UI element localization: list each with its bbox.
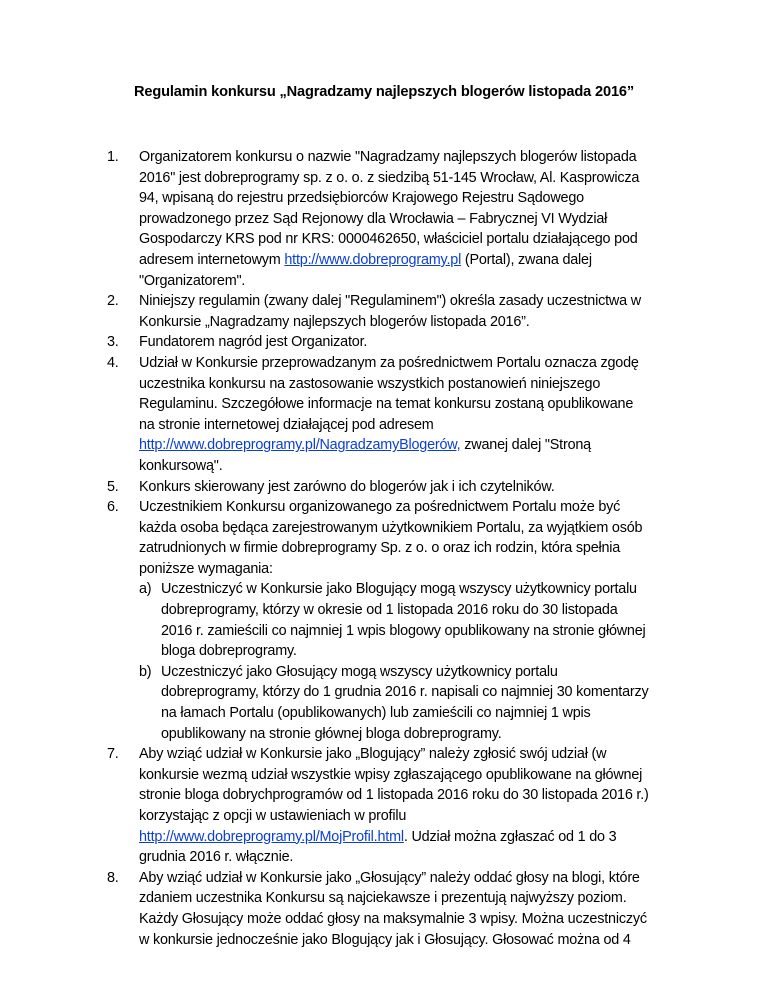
item-text: . Udział można zgłaszać od 1 do 3 grudnia 2016 r. włącznie. [139, 828, 617, 866]
item-text: Aby wziąć udział w Konkursie jako „Głosujący” należy oddać głosy na blogi, które zdaniem uczestnika Konkursu są najciekawsze i prezentują najwyższy poziom. Każdy Głosujący może oddać głosy na maksymalnie 3 wpisy. Można uczestniczyć w konkursie jednocześnie jako Blogujący jak i Głosujący. Głosować można od 4 [139, 869, 647, 948]
sublist-item [139, 662, 649, 744]
list-item [107, 744, 649, 868]
sublist-item [139, 579, 649, 661]
item-text: zwanej dalej "Stroną konkursową". [139, 437, 591, 474]
item-number: 8. [107, 869, 119, 886]
item-number: 5. [107, 478, 119, 495]
item-number: 4. [107, 354, 119, 371]
list-item [107, 353, 649, 477]
item-text: Konkurs skierowany jest zarówno do blogerów jak i ich czytelników. [139, 478, 555, 495]
item-number: 7. [107, 746, 119, 763]
subitem-letter: a) [139, 581, 152, 598]
contest-page-link[interactable]: http://www.dobreprogramy.pl/NagradzamyBlogerów, [139, 437, 461, 454]
item-number: 1. [107, 149, 119, 165]
subitem-text: Uczestniczyć jako Głosujący mogą wszyscy użytkownicy portalu dobreprogramy, którzy do 1 grudnia 2016 r. napisali co najmniej 30 komentarzy na łamach Portalu (opublikowanych) lub zamieścili co najmniej 1 wpis opublikowany na stronie głównej bloga dobreprogramy. [161, 663, 649, 742]
profile-link[interactable]: http://www.dobreprogramy.pl/MojProfil.html [139, 828, 404, 845]
requirements-sublist [139, 579, 649, 744]
item-text: Fundatorem nagród jest Organizator. [139, 334, 368, 351]
subitem-text: Uczestniczyć w Konkursie jako Blogujący mogą wszyscy użytkownicy portalu dobreprogramy, którzy w okresie od 1 listopada 2016 roku do 30 listopada 2016 r. zamieścili co najmniej 1 wpis blogowy opublikowany na stronie głównej bloga dobreprogramy. [161, 581, 646, 660]
list-item [107, 497, 649, 744]
document-title: Regulamin konkursu „Nagradzamy najlepszych blogerów listopada 2016” [133, 84, 635, 100]
item-text: Aby wziąć udział w Konkursie jako „Blogujący” należy zgłosić swój udział (w konkursie wezmą udział wszystkie wpisy zgłaszającego opublikowane na głównej stronie bloga dobrychprogramów od 1 listopada 2016 roku do 30 listopada 2016 r.) korzystając z opcji w ustawieniach w profilu [139, 746, 649, 824]
list-item [107, 868, 649, 950]
list-item [107, 332, 649, 353]
list-item [107, 291, 649, 332]
item-number: 3. [107, 334, 119, 351]
item-text: Uczestnikiem Konkursu organizowanego za pośrednictwem Portalu może być każda osoba będąca zarejestrowanym użytkownikiem Portalu, za wyjątkiem osób zatrudnionych w firmie dobreprogramy Sp. z o. o oraz ich rodzin, która spełnia poniższe wymagania: [139, 499, 643, 577]
portal-link[interactable]: http://www.dobreprogramy.pl [284, 251, 462, 268]
item-text: Organizatorem konkursu o nazwie "Nagradzamy najlepszych blogerów listopada 2016" jest dobreprogramy sp. z o. o. z siedzibą 51-145 Wrocław, Al. Kasprowicza 94, wpisaną do rejestru przedsiębiorców Krajowego Rejestru Sądowego prowadzonego przez Sąd Rejonowy dla Wrocławia – Fabrycznej VI Wydział Gospodarczy KRS pod nr KRS: 0000462650, właściciel portalu działającego pod adresem internetowym [139, 149, 640, 268]
item-number: 6. [107, 499, 119, 516]
item-text: (Portal), zwana dalej "Organizatorem". [139, 251, 592, 289]
list-item [107, 147, 649, 291]
item-text: Udział w Konkursie przeprowadzanym za pośrednictwem Portalu oznacza zgodę uczestnika konkursu na zastosowanie wszystkich postanowień niniejszego Regulaminu. Szczegółowe informacje na temat konkursu zostaną opublikowane na stronie internetowej działającej pod adresem [139, 354, 639, 433]
list-item [107, 477, 649, 498]
item-number: 2. [107, 293, 119, 310]
subitem-letter: b) [139, 663, 152, 680]
item-text: Niniejszy regulamin (zwany dalej "Regulaminem") określa zasady uczestnictwa w Konkursie „Nagradzamy najlepszych blogerów listopada 2016”. [139, 293, 641, 330]
regulations-list [107, 147, 649, 950]
